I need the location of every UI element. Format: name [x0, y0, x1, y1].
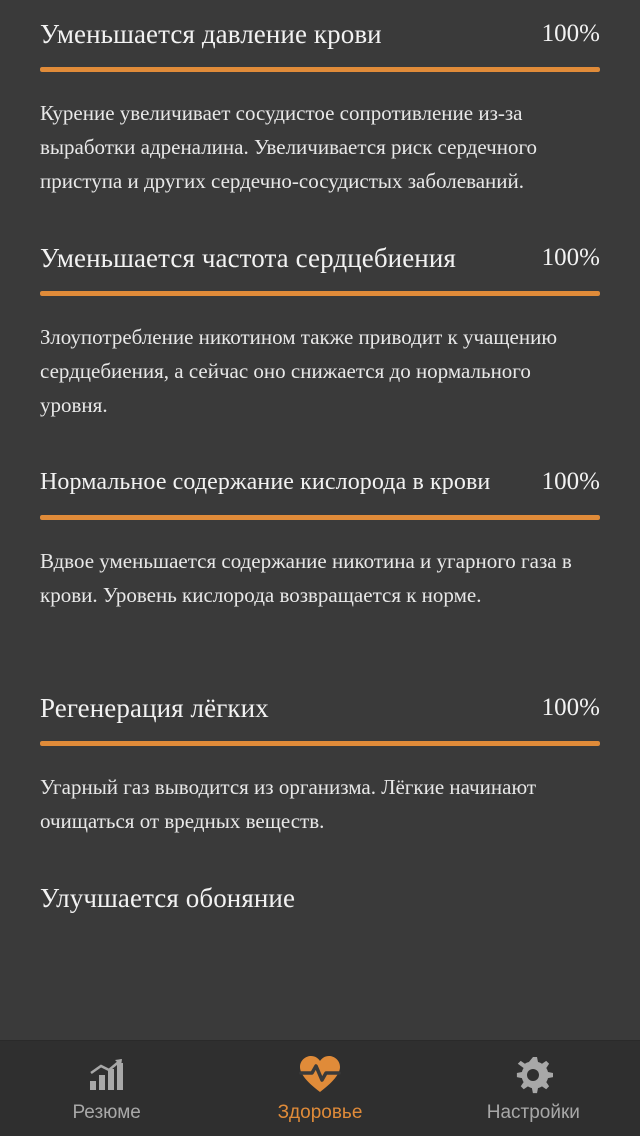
- progress-fill: [40, 515, 600, 520]
- progress-fill: [40, 67, 600, 72]
- health-card-header: [40, 466, 600, 498]
- health-card-description: Вдвое уменьшается содержание никотина и угарного газа в крови. Уровень кислорода возвращается к норме.: [40, 549, 572, 607]
- health-card-header: [40, 882, 600, 914]
- progress-track: [40, 515, 600, 520]
- health-card-percent: 100%: [541, 694, 600, 721]
- health-card-header: [40, 242, 600, 274]
- gear-icon: [512, 1054, 554, 1096]
- health-card-description: Злоупотребление никотином также приводит к учащению сердцебиения, а сейчас оно снижается до нормального уровня.: [40, 325, 558, 417]
- progress-track: [40, 291, 600, 296]
- bottom-tab-bar: [0, 1040, 640, 1136]
- health-card[interactable]: [40, 18, 600, 198]
- health-card-title: Улучшается обоняние: [40, 883, 296, 913]
- tab-resume[interactable]: [0, 1041, 213, 1136]
- tab-settings[interactable]: [427, 1041, 640, 1136]
- health-card-header: [40, 18, 600, 50]
- health-card-title: Регенерация лёгких: [40, 693, 269, 723]
- health-card-description: Угарный газ выводится из организма. Лёгкие начинают очищаться от вредных веществ.: [40, 775, 537, 833]
- health-card[interactable]: [40, 466, 600, 612]
- progress-track: [40, 741, 600, 746]
- chart-bars-icon: [87, 1054, 127, 1096]
- health-card-title: Нормальное содержание кислорода в крови: [40, 469, 491, 495]
- health-card-title: Уменьшается частота сердцебиения: [40, 243, 456, 273]
- health-card-description: Курение увеличивает сосудистое сопротивление из-за выработки адреналина. Увеличивается риск сердечного приступа и других сердечно-сосудистых заболеваний.: [40, 101, 538, 193]
- health-card[interactable]: [40, 882, 600, 914]
- health-card-percent: 100%: [541, 244, 600, 271]
- health-card[interactable]: [40, 692, 600, 838]
- progress-fill: [40, 291, 600, 296]
- tab-label: Здоровье: [277, 1101, 363, 1123]
- progress-fill: [40, 741, 600, 746]
- health-card-header: [40, 692, 600, 724]
- health-card-title: Уменьшается давление крови: [40, 19, 382, 49]
- tab-label: Резюме: [72, 1101, 141, 1123]
- health-card-percent: 100%: [541, 468, 600, 495]
- progress-track: [40, 67, 600, 72]
- health-card-percent: 100%: [541, 20, 600, 47]
- heart-pulse-icon: [298, 1054, 342, 1096]
- tab-health[interactable]: [213, 1041, 426, 1136]
- tab-label: Настройки: [486, 1101, 580, 1123]
- health-card[interactable]: [40, 242, 600, 422]
